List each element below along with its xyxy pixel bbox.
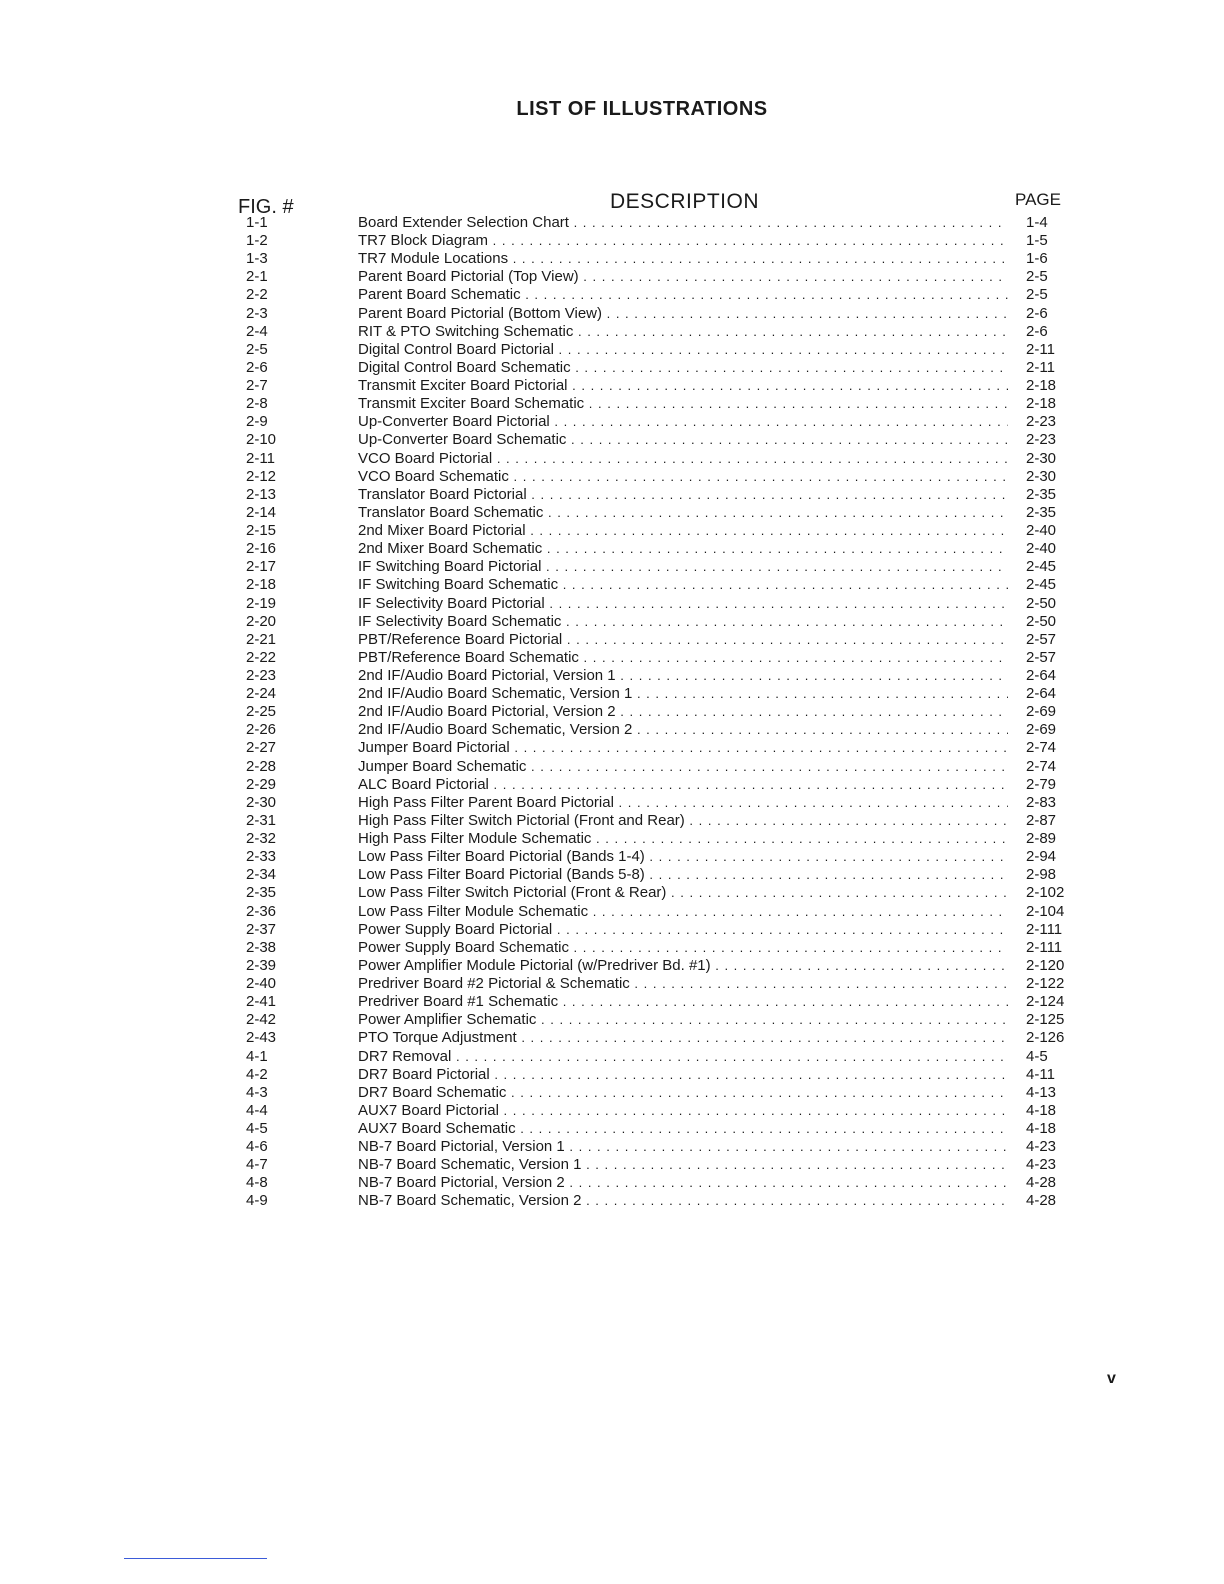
page-number: 2-83 bbox=[1026, 793, 1057, 811]
list-item bbox=[0, 395, 1224, 413]
figure-description: Transmit Exciter Board Pictorial . . . bbox=[358, 377, 1008, 395]
figure-description: IF Selectivity Board Schematic . . . bbox=[358, 613, 1008, 631]
list-item bbox=[0, 1192, 1224, 1210]
figure-description: Translator Board Pictorial . . . bbox=[358, 486, 1008, 504]
figure-number: 1-2 bbox=[246, 232, 268, 250]
figure-description: Parent Board Pictorial (Top View) . . . bbox=[358, 268, 1008, 286]
list-item bbox=[0, 830, 1224, 848]
figure-description: Transmit Exciter Board Schematic . . . bbox=[358, 395, 1008, 413]
page-number: 2-35 bbox=[1026, 503, 1057, 521]
page-number: 2-18 bbox=[1026, 395, 1057, 413]
figure-description: Predriver Board #2 Pictorial & Schematic . . . bbox=[358, 975, 1008, 993]
figure-description: VCO Board Schematic . . . bbox=[358, 468, 1008, 486]
figure-number: 4-9 bbox=[246, 1192, 268, 1210]
figure-number: 2-15 bbox=[246, 522, 277, 540]
figure-number: 2-12 bbox=[246, 467, 277, 485]
list-item bbox=[0, 558, 1224, 576]
list-item bbox=[0, 522, 1224, 540]
page-number: 2-98 bbox=[1026, 866, 1057, 884]
figure-description: Digital Control Board Schematic . . . bbox=[358, 359, 1008, 377]
figure-number: 2-26 bbox=[246, 721, 277, 739]
list-item bbox=[0, 1084, 1224, 1102]
figure-number: 2-7 bbox=[246, 377, 268, 395]
page-number: 2-40 bbox=[1026, 522, 1057, 540]
figure-description: IF Switching Board Pictorial . . . bbox=[358, 558, 1008, 576]
page-number: 1-4 bbox=[1026, 214, 1048, 231]
figure-number: 2-19 bbox=[246, 594, 277, 612]
page-number: 2-35 bbox=[1026, 485, 1057, 503]
page-number: 2-89 bbox=[1026, 830, 1057, 848]
figure-description: Digital Control Board Pictorial . . . bbox=[358, 341, 1008, 359]
page-number: 2-23 bbox=[1026, 413, 1057, 431]
list-item bbox=[0, 286, 1224, 304]
figure-number: 2-24 bbox=[246, 685, 277, 703]
figure-description: High Pass Filter Switch Pictorial (Front and Rear) . . . bbox=[358, 812, 1008, 830]
figure-description: IF Switching Board Schematic . . . bbox=[358, 576, 1008, 594]
figure-number: 2-32 bbox=[246, 830, 277, 848]
list-item bbox=[0, 739, 1224, 757]
figure-number: 2-17 bbox=[246, 558, 277, 576]
figure-description: DR7 Board Schematic . . . bbox=[358, 1084, 1008, 1102]
page-number: 4-18 bbox=[1026, 1120, 1057, 1137]
page-number: 2-120 bbox=[1026, 956, 1065, 974]
figure-number: 4-7 bbox=[246, 1156, 268, 1174]
figure-number: 2-22 bbox=[246, 648, 277, 666]
figure-description: NB-7 Board Schematic, Version 1 . . . bbox=[358, 1156, 1008, 1174]
figure-description: Predriver Board #1 Schematic . . . bbox=[358, 993, 1008, 1011]
page-number: 2-69 bbox=[1026, 703, 1057, 721]
figure-description: Board Extender Selection Chart . . . bbox=[358, 214, 1008, 232]
page-number: 2-45 bbox=[1026, 558, 1057, 576]
figure-number: 1-3 bbox=[246, 250, 268, 268]
figure-number: 2-20 bbox=[246, 612, 277, 630]
figure-description: 2nd IF/Audio Board Pictorial, Version 2 . . . bbox=[358, 703, 1008, 721]
figure-description: Low Pass Filter Board Pictorial (Bands 5-8) . . . bbox=[358, 866, 1008, 884]
page-number: 2-104 bbox=[1026, 902, 1065, 920]
page-number: 4-5 bbox=[1026, 1047, 1048, 1065]
page-number: 1-6 bbox=[1026, 250, 1048, 268]
page-number: 2-5 bbox=[1026, 286, 1048, 304]
figure-description: Up-Converter Board Schematic . . . bbox=[358, 431, 1008, 449]
list-item bbox=[0, 431, 1224, 449]
figure-description: High Pass Filter Module Schematic . . . bbox=[358, 830, 1008, 848]
page-number: 2-74 bbox=[1026, 757, 1057, 775]
list-item bbox=[0, 812, 1224, 830]
page-number: 2-6 bbox=[1026, 304, 1048, 322]
figure-number: 2-21 bbox=[246, 630, 277, 648]
list-item bbox=[0, 341, 1224, 359]
page-number: 4-11 bbox=[1026, 1065, 1055, 1083]
list-item bbox=[0, 1120, 1224, 1138]
list-item bbox=[0, 993, 1224, 1011]
list-item bbox=[0, 884, 1224, 902]
figure-description: Jumper Board Pictorial . . . bbox=[358, 739, 1008, 757]
figure-description: TR7 Module Locations . . . bbox=[358, 250, 1008, 268]
page-number: 2-111 bbox=[1026, 920, 1063, 938]
page-number: 2-125 bbox=[1026, 1011, 1065, 1029]
figure-description: Power Supply Board Schematic . . . bbox=[358, 939, 1008, 957]
figure-number: 2-31 bbox=[246, 811, 277, 829]
figure-number: 2-8 bbox=[246, 395, 268, 413]
figure-description: NB-7 Board Schematic, Version 2 . . . bbox=[358, 1192, 1008, 1210]
figure-description: DR7 Board Pictorial . . . bbox=[358, 1066, 1008, 1084]
figure-number: 4-6 bbox=[246, 1138, 268, 1156]
list-item bbox=[0, 685, 1224, 703]
list-item bbox=[0, 486, 1224, 504]
figure-description: Low Pass Filter Board Pictorial (Bands 1-4) . . . bbox=[358, 848, 1008, 866]
page-folio: v bbox=[1107, 1370, 1116, 1387]
figure-description: VCO Board Pictorial . . . bbox=[358, 450, 1008, 468]
figure-description: DR7 Removal . . . bbox=[358, 1048, 1008, 1066]
figure-number: 2-34 bbox=[246, 866, 277, 884]
list-item bbox=[0, 613, 1224, 631]
figure-number: 1-1 bbox=[246, 214, 268, 231]
list-item bbox=[0, 776, 1224, 794]
figure-number: 2-11 bbox=[246, 449, 275, 467]
list-item bbox=[0, 848, 1224, 866]
figure-number: 2-42 bbox=[246, 1011, 277, 1029]
figure-description: Power Supply Board Pictorial . . . bbox=[358, 921, 1008, 939]
figure-description: 2nd Mixer Board Schematic . . . bbox=[358, 540, 1008, 558]
list-item bbox=[0, 631, 1224, 649]
figure-description: Low Pass Filter Module Schematic . . . bbox=[358, 903, 1008, 921]
figure-description: Power Amplifier Schematic . . . bbox=[358, 1011, 1008, 1029]
list-item bbox=[0, 214, 1224, 232]
figure-number: 4-2 bbox=[246, 1065, 268, 1083]
column-header-page: PAGE bbox=[1015, 190, 1061, 209]
page-number: 2-18 bbox=[1026, 377, 1057, 395]
figure-number: 2-14 bbox=[246, 503, 277, 521]
list-item bbox=[0, 595, 1224, 613]
list-item bbox=[0, 758, 1224, 776]
figure-number: 4-8 bbox=[246, 1174, 268, 1192]
figure-number: 2-18 bbox=[246, 576, 277, 594]
page-number: 2-111 bbox=[1026, 938, 1063, 956]
list-item bbox=[0, 1174, 1224, 1192]
footnote-rule bbox=[124, 1558, 267, 1559]
figure-description: Translator Board Schematic . . . bbox=[358, 504, 1008, 522]
figure-description: AUX7 Board Schematic . . . bbox=[358, 1120, 1008, 1138]
page-number: 4-28 bbox=[1026, 1174, 1057, 1192]
list-item bbox=[0, 540, 1224, 558]
page-number: 4-28 bbox=[1026, 1192, 1057, 1210]
figure-number: 4-5 bbox=[246, 1120, 268, 1137]
list-item bbox=[0, 649, 1224, 667]
figure-description: Jumper Board Schematic . . . bbox=[358, 758, 1008, 776]
page-number: 2-11 bbox=[1026, 358, 1055, 376]
page-number: 4-13 bbox=[1026, 1083, 1057, 1101]
figure-number: 2-28 bbox=[246, 757, 277, 775]
figure-number: 2-38 bbox=[246, 938, 277, 956]
page-number: 2-30 bbox=[1026, 449, 1057, 467]
page-number: 2-122 bbox=[1026, 975, 1065, 993]
figure-description: PTO Torque Adjustment . . . bbox=[358, 1029, 1008, 1047]
list-item bbox=[0, 1102, 1224, 1120]
figure-number: 2-27 bbox=[246, 739, 277, 757]
page-number: 2-74 bbox=[1026, 739, 1057, 757]
figure-number: 2-39 bbox=[246, 956, 277, 974]
figure-description: 2nd IF/Audio Board Schematic, Version 2 . . . bbox=[358, 721, 1008, 739]
page-number: 2-87 bbox=[1026, 811, 1057, 829]
page-number: 2-102 bbox=[1026, 884, 1065, 902]
page-number: 2-69 bbox=[1026, 721, 1057, 739]
page-number: 2-30 bbox=[1026, 467, 1057, 485]
figure-number: 2-10 bbox=[246, 431, 277, 449]
figure-number: 2-30 bbox=[246, 793, 277, 811]
list-item bbox=[0, 359, 1224, 377]
page-number: 2-6 bbox=[1026, 322, 1048, 340]
figure-description: Low Pass Filter Switch Pictorial (Front & Rear) . . . bbox=[358, 884, 1008, 902]
list-item bbox=[0, 1138, 1224, 1156]
page-number: 2-57 bbox=[1026, 630, 1057, 648]
figure-number: 2-1 bbox=[246, 268, 268, 286]
page-number: 2-5 bbox=[1026, 268, 1048, 286]
figure-number: 2-16 bbox=[246, 540, 277, 558]
page-number: 2-57 bbox=[1026, 648, 1057, 666]
page-number: 4-23 bbox=[1026, 1156, 1057, 1174]
figure-number: 2-43 bbox=[246, 1029, 277, 1047]
figure-description: 2nd Mixer Board Pictorial . . . bbox=[358, 522, 1008, 540]
figure-number: 2-23 bbox=[246, 667, 277, 684]
column-header-fig: FIG. # bbox=[238, 196, 294, 218]
list-item bbox=[0, 268, 1224, 286]
list-item bbox=[0, 450, 1224, 468]
page-number: 1-5 bbox=[1026, 232, 1048, 250]
list-item bbox=[0, 1066, 1224, 1084]
page-number: 2-124 bbox=[1026, 993, 1065, 1011]
figure-description: NB-7 Board Pictorial, Version 1 . . . bbox=[358, 1138, 1008, 1156]
figure-description: Parent Board Schematic . . . bbox=[358, 286, 1008, 304]
page-number: 2-126 bbox=[1026, 1029, 1065, 1047]
list-item bbox=[0, 975, 1224, 993]
list-item bbox=[0, 939, 1224, 957]
list-item bbox=[0, 1048, 1224, 1066]
list-item bbox=[0, 703, 1224, 721]
figure-description: ALC Board Pictorial . . . bbox=[358, 776, 1008, 794]
figure-number: 4-4 bbox=[246, 1101, 268, 1119]
list-item bbox=[0, 921, 1224, 939]
page-number: 2-64 bbox=[1026, 667, 1057, 684]
list-item bbox=[0, 305, 1224, 323]
list-item bbox=[0, 1029, 1224, 1047]
figure-number: 2-13 bbox=[246, 485, 277, 503]
page-number: 2-50 bbox=[1026, 612, 1057, 630]
page-number: 2-23 bbox=[1026, 431, 1057, 449]
figure-number: 2-41 bbox=[246, 993, 277, 1011]
list-item bbox=[0, 903, 1224, 921]
list-item bbox=[0, 576, 1224, 594]
figure-number: 2-33 bbox=[246, 848, 277, 866]
list-item bbox=[0, 794, 1224, 812]
figure-description: NB-7 Board Pictorial, Version 2 . . . bbox=[358, 1174, 1008, 1192]
figure-description: PBT/Reference Board Schematic . . . bbox=[358, 649, 1008, 667]
page-number: 2-45 bbox=[1026, 576, 1057, 594]
list-item bbox=[0, 957, 1224, 975]
figure-number: 2-35 bbox=[246, 884, 277, 902]
figure-description: High Pass Filter Parent Board Pictorial . . . bbox=[358, 794, 1008, 812]
figure-number: 4-3 bbox=[246, 1083, 268, 1101]
list-item bbox=[0, 721, 1224, 739]
list-item bbox=[0, 504, 1224, 522]
page-number: 2-64 bbox=[1026, 685, 1057, 703]
column-header-description: DESCRIPTION bbox=[610, 190, 760, 213]
figure-number: 2-5 bbox=[246, 340, 268, 358]
page-number: 2-94 bbox=[1026, 848, 1057, 866]
list-item bbox=[0, 232, 1224, 250]
figure-description: 2nd IF/Audio Board Pictorial, Version 1 . . . bbox=[358, 667, 1008, 685]
figure-number: 2-36 bbox=[246, 902, 277, 920]
figure-number: 2-37 bbox=[246, 920, 277, 938]
page-number: 4-18 bbox=[1026, 1101, 1057, 1119]
figure-description: IF Selectivity Board Pictorial . . . bbox=[358, 595, 1008, 613]
page-number: 2-79 bbox=[1026, 775, 1057, 793]
figure-number: 2-3 bbox=[246, 304, 268, 322]
figure-number: 2-40 bbox=[246, 975, 277, 993]
list-item bbox=[0, 413, 1224, 431]
figure-description: AUX7 Board Pictorial . . . bbox=[358, 1102, 1008, 1120]
figure-description: PBT/Reference Board Pictorial . . . bbox=[358, 631, 1008, 649]
figure-description: 2nd IF/Audio Board Schematic, Version 1 . . . bbox=[358, 685, 1008, 703]
figure-number: 2-9 bbox=[246, 413, 268, 431]
figure-description: Parent Board Pictorial (Bottom View) . . . bbox=[358, 305, 1008, 323]
figure-description: RIT & PTO Switching Schematic . . . bbox=[358, 323, 1008, 341]
list-item bbox=[0, 667, 1224, 685]
list-item bbox=[0, 1011, 1224, 1029]
figure-number: 4-1 bbox=[246, 1047, 268, 1065]
figure-description: Up-Converter Board Pictorial . . . bbox=[358, 413, 1008, 431]
page-title: LIST OF ILLUSTRATIONS bbox=[516, 98, 768, 120]
list-item bbox=[0, 866, 1224, 884]
figure-description: Power Amplifier Module Pictorial (w/Predriver Bd. #1) . . . bbox=[358, 957, 1008, 975]
page-number: 4-23 bbox=[1026, 1138, 1057, 1156]
figure-number: 2-6 bbox=[246, 358, 268, 376]
figure-number: 2-2 bbox=[246, 286, 268, 304]
figure-number: 2-4 bbox=[246, 322, 268, 340]
list-item bbox=[0, 250, 1224, 268]
figure-number: 2-29 bbox=[246, 775, 277, 793]
figure-number: 2-25 bbox=[246, 703, 277, 721]
page-number: 2-40 bbox=[1026, 540, 1057, 558]
list-item bbox=[0, 468, 1224, 486]
figure-description: TR7 Block Diagram . . . bbox=[358, 232, 1008, 250]
list-item bbox=[0, 1156, 1224, 1174]
list-item bbox=[0, 377, 1224, 395]
list-item bbox=[0, 323, 1224, 341]
page-number: 2-11 bbox=[1026, 340, 1055, 358]
page-number: 2-50 bbox=[1026, 594, 1057, 612]
